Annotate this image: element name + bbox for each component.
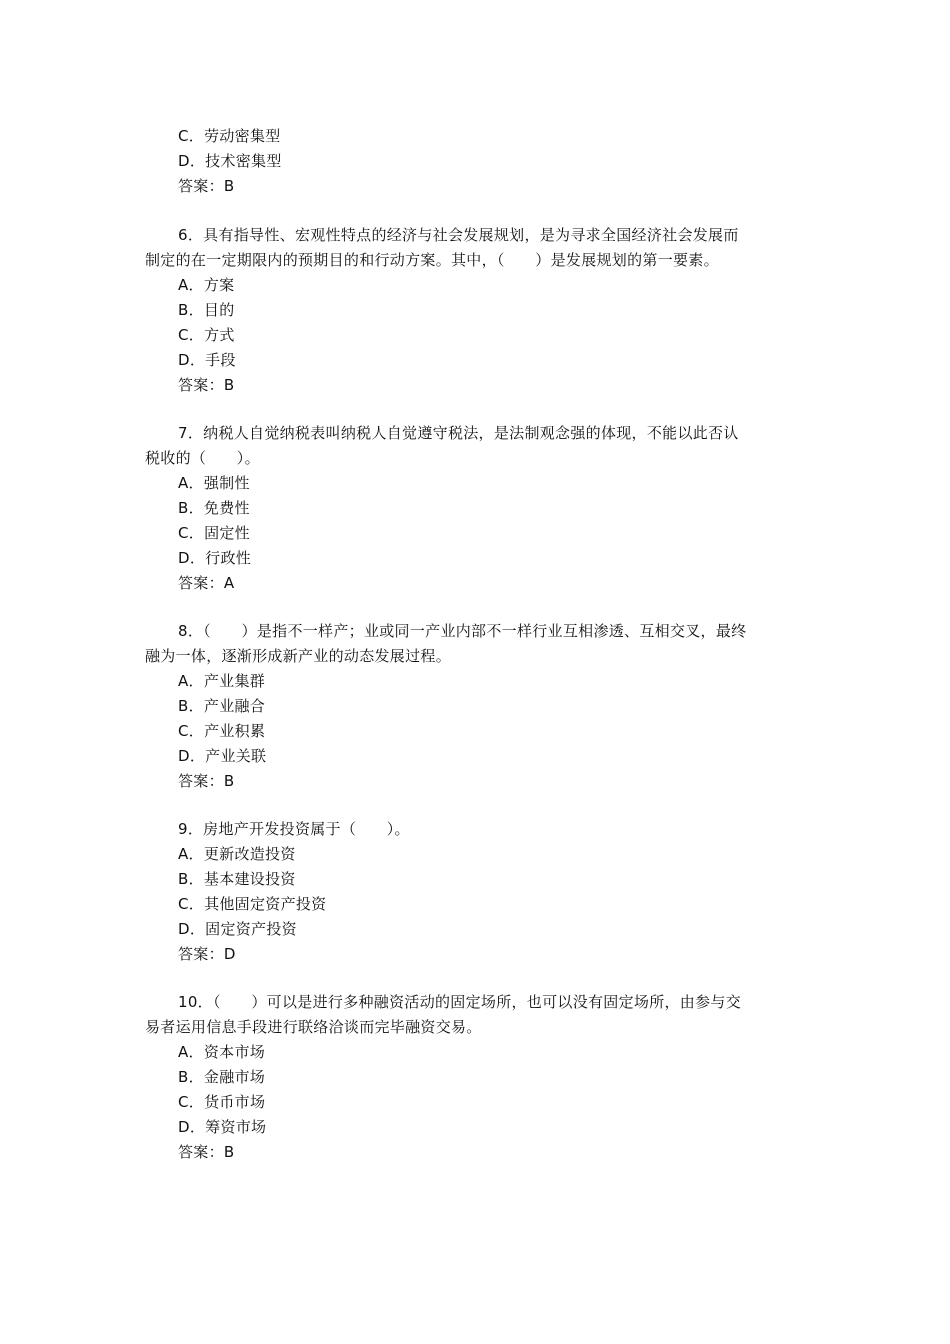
q10-answer: 答案：B [178, 1143, 235, 1161]
q10-option-a: A．资本市场 [178, 1043, 266, 1061]
prev-answer: 答案：B [178, 177, 235, 195]
q7-stem-line-1: 7．纳税人自觉纳税表叫纳税人自觉遵守税法，是法制观念强的体现，不能以此否认 [178, 424, 739, 442]
q8-stem-line-2: 融为一体，逐渐形成新产业的动态发展过程。 [145, 647, 452, 665]
q10-option-b: B．金融市场 [178, 1068, 266, 1086]
q7-stem-line-2: 税收的（ ）。 [145, 449, 260, 467]
q6-option-b: B．目的 [178, 301, 235, 319]
q6-answer: 答案：B [178, 376, 235, 394]
q6-option-c: C．方式 [178, 326, 235, 344]
q8-answer: 答案：B [178, 772, 235, 790]
q8-option-c: C．产业积累 [178, 722, 266, 740]
q8-stem-line-1: 8．（ ）是指不一样产；业或同一产业内部不一样行业互相渗透、互相交叉，最终 [178, 622, 747, 640]
q7-option-d: D．行政性 [178, 549, 252, 567]
q7-option-a: A．强制性 [178, 474, 250, 492]
q6-stem-line-1: 6．具有指导性、宏观性特点的经济与社会发展规划，是为寻求全国经济社会发展而 [178, 226, 739, 244]
q6-option-d: D．手段 [178, 351, 236, 369]
q9-option-c: C．其他固定资产投资 [178, 895, 327, 913]
q7-answer: 答案：A [178, 574, 235, 592]
q10-option-d: D．筹资市场 [178, 1118, 267, 1136]
q7-option-b: B．免费性 [178, 499, 250, 517]
q9-option-a: A．更新改造投资 [178, 845, 296, 863]
q9-option-b: B．基本建设投资 [178, 870, 296, 888]
q9-answer: 答案：D [178, 945, 236, 963]
prev-option-c: C．劳动密集型 [178, 127, 281, 145]
q10-stem-line-2: 易者运用信息手段进行联络洽谈而完毕融资交易。 [145, 1018, 482, 1036]
q8-option-d: D．产业关联 [178, 747, 267, 765]
q10-option-c: C．货币市场 [178, 1093, 266, 1111]
q7-option-c: C．固定性 [178, 524, 250, 542]
q8-option-a: A．产业集群 [178, 672, 266, 690]
q10-stem-line-1: 10．（ ）可以是进行多种融资活动的固定场所，也可以没有固定场所，由参与交 [178, 993, 741, 1011]
q9-option-d: D．固定资产投资 [178, 920, 297, 938]
q8-option-b: B．产业融合 [178, 697, 266, 715]
q9-stem-line-1: 9．房地产开发投资属于（ ）。 [178, 820, 410, 838]
q6-stem-line-2: 制定的在一定期限内的预期目的和行动方案。其中，（ ）是发展规划的第一要素。 [145, 251, 719, 269]
prev-option-d: D．技术密集型 [178, 152, 282, 170]
q6-option-a: A．方案 [178, 276, 235, 294]
